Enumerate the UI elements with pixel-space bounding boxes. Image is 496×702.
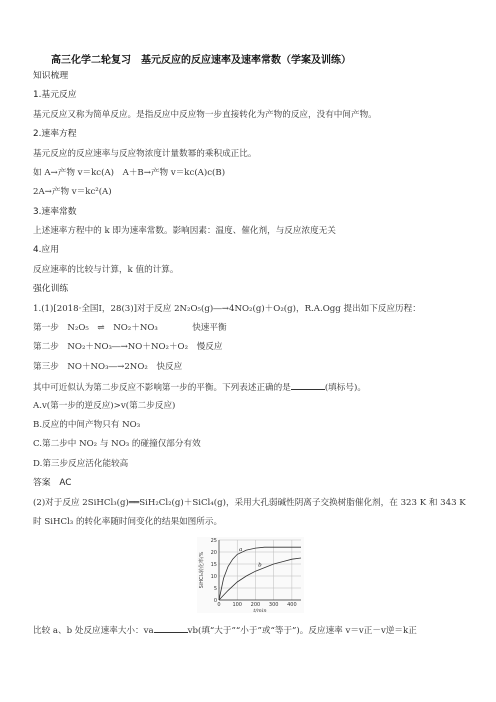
section-training: 强化训练 — [33, 284, 69, 294]
paragraph-application: 反应速率的比较与计算，k 值的计算。 — [33, 265, 179, 275]
section-knowledge: 知识梳理 — [33, 71, 69, 81]
heading-rate-constant: 3.速率常数 — [33, 207, 77, 217]
step-3: 第三步 NO＋NO₃―→2NO₂ 快反应 — [33, 362, 183, 372]
x-tick-label: 200 — [250, 602, 261, 608]
x-axis-label: t/min — [253, 608, 267, 613]
equation-line-2: 2A→产物 v＝kc²(A) — [33, 187, 112, 197]
compare-text-2: vb(填“大于”“小于”或“等于”)。反应速率 v＝v正－v逆＝k正 — [187, 626, 417, 636]
heading-application: 4.应用 — [33, 245, 59, 255]
step-1: 第一步 N₂O₅ ⇌ NO₂＋NO₃ 快速平衡 — [33, 323, 227, 333]
paragraph-elementary-reaction: 基元反应又称为简单反应。是指反应中反应物一步直接转化为产物的反应，没有中间产物。 — [33, 110, 377, 120]
compare-text-1: 比较 a、b 处反应速率大小：va — [33, 626, 154, 636]
answer-blank — [291, 381, 325, 390]
step-2: 第二步 NO₂＋NO₃―→NO＋NO₂＋O₂ 慢反应 — [33, 342, 223, 352]
question-1-intro: 1.(1)[2018·全国Ⅰ，28(3)]对于反应 2N₂O₅(g)―→4NO₂(g)＋O₂(g)，R.A.Ogg 提出如下反应历程： — [33, 304, 421, 314]
question-2-compare — [33, 624, 417, 637]
y-tick-label: 10 — [210, 574, 217, 580]
point-label-a: a — [239, 546, 243, 553]
question-1-stem-text: 其中可近似认为第二步反应不影响第一步的平衡。下列表述正确的是 — [33, 383, 291, 393]
page-title: 高三化学二轮复习 基元反应的反应速率及速率常数（学案及训练） — [51, 55, 351, 66]
option-c: C.第二步中 NO₂ 与 NO₃ 的碰撞仅部分有效 — [33, 439, 201, 449]
option-a: A.v(第一步的逆反应)>v(第二步反应) — [33, 401, 176, 411]
heading-elementary-reaction: 1.基元反应 — [33, 90, 77, 100]
y-tick-label: 25 — [210, 538, 217, 544]
x-tick-label: 0 — [217, 602, 221, 608]
y-tick-label: 20 — [210, 550, 217, 556]
y-tick-label: 0 — [213, 598, 217, 604]
heading-rate-equation: 2.速率方程 — [33, 129, 77, 139]
question-1-stem — [33, 381, 366, 394]
y-tick-label: 5 — [213, 586, 217, 592]
answer-line: 答案 AC — [33, 478, 72, 488]
y-tick-label: 15 — [210, 562, 217, 568]
question-2-intro: (2)对于反应 2SiHCl₃(g)══SiH₂Cl₂(g)＋SiCl₄(g)，采用大孔弱碱性阴离子交换树脂催化剂，在 323 K 和 343 K — [33, 498, 466, 508]
question-1-stem-suffix: (填标号)。 — [324, 383, 366, 393]
point-label-b: b — [258, 562, 262, 569]
question-2-intro-cont: 时 SiHCl₃ 的转化率随时间变化的结果如图所示。 — [33, 517, 223, 527]
conversion-chart — [197, 537, 304, 613]
y-axis-label: SiHCl₃转化率/% — [199, 551, 205, 589]
x-tick-label: 100 — [232, 602, 242, 608]
paragraph-rate-equation: 基元反应的反应速率与反应物浓度计量数幂的乘积成正比。 — [33, 149, 257, 159]
equation-line-1: 如 A→产物 v＝kc(A) A＋B→产物 v＝kc(A)c(B) — [33, 168, 226, 178]
x-tick-label: 300 — [268, 602, 279, 608]
option-b: B.反应的中间产物只有 NO₃ — [33, 420, 141, 430]
paragraph-rate-constant: 上述速率方程中的 k 即为速率常数。影响因素：温度、催化剂，与反应浓度无关 — [33, 226, 336, 236]
x-tick-label: 400 — [287, 602, 297, 608]
compare-blank — [154, 624, 188, 633]
option-d: D.第三步反应活化能较高 — [33, 459, 129, 469]
